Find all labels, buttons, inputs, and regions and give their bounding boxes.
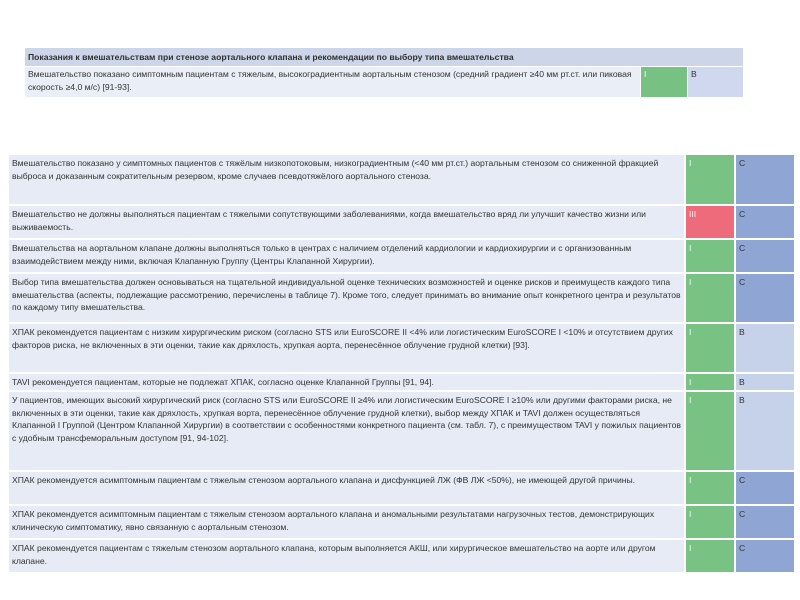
recommendation-class: III	[685, 205, 735, 239]
table-header-title: Показания к вмешательствам при стенозе аортального клапана и рекомендации по выбору типа вмешательства	[25, 48, 743, 67]
evidence-level: B	[735, 391, 794, 471]
table-row	[9, 239, 794, 273]
recommendation-text: ХПАК рекомендуется асимптомным пациентам с тяжелым стенозом аортального клапана и дисфункцией ЛЖ (ФВ ЛЖ <50%), не имеющей другой причины.	[9, 471, 685, 505]
evidence-level: B	[735, 323, 794, 373]
evidence-level: C	[735, 471, 794, 505]
recommendation-class: I	[685, 155, 735, 205]
evidence-level: C	[735, 239, 794, 273]
evidence-level: C	[735, 205, 794, 239]
recommendation-text: ХПАК рекомендуется асимптомным пациентам с тяжелым стенозом аортального клапана и аномальными результатами нагрузочных тестов, демонстрирующих клиническую симптоматику, явно связанную с аортальным стенозом.	[9, 505, 685, 539]
recommendation-text: TAVI рекомендуется пациентам, которые не подлежат ХПАК, согласно оценке Клапанной Группы [91, 94].	[9, 373, 685, 391]
table-row	[9, 373, 794, 391]
recommendation-class: I	[685, 239, 735, 273]
recommendations-table	[9, 155, 794, 574]
table-row	[9, 539, 794, 573]
evidence-level: B	[735, 373, 794, 391]
table-row	[9, 155, 794, 205]
recommendation-class: I	[685, 539, 735, 573]
recommendation-text: Вмешательство показано у симптомных пациентов с тяжёлым низкопотоковым, низкоградиентным (<40 мм рт.ст.) аортальным стенозом со сниженной фракцией выброса и доказанным сократительным резервом, кроме случаев псевдотяжёлого аортального стеноза.	[9, 155, 685, 205]
evidence-level: C	[735, 505, 794, 539]
table-row	[9, 273, 794, 323]
recommendations-table-header	[25, 48, 743, 97]
recommendation-class: I	[641, 67, 688, 98]
evidence-level: C	[735, 155, 794, 205]
recommendation-class: I	[685, 373, 735, 391]
table-header-row	[25, 48, 743, 67]
recommendation-class: I	[685, 471, 735, 505]
table-row	[9, 323, 794, 373]
recommendation-text: У пациентов, имеющих высокий хирургический риск (согласно STS или EuroSCORE II ≥4% или логистическим EuroSCORE I ≥10% или другими факторами риска, не включенных в эти оценки, такие как дряхлость, хрупкая ворта, перенесённое облучение грудной клетки), выбор между ХПАК и TAVI должен осуществляться Клапанной I Группой (Центром Клапанной Хирургии) в соответствии с особенностями конкретного пациента (см. табл. 7), с преимуществом TAVI у пожилых пациентов с удобным трансфеморальным доступом [91, 94-102].	[9, 391, 685, 471]
table-row	[9, 505, 794, 539]
recommendation-text: Вмешательство показано симптомным пациентам с тяжелым, высокоградиентным аортальным стенозом (средний градиент ≥40 мм рт.ст. или пиковая скорость ≥4,0 м/с) [91-93].	[25, 67, 641, 98]
evidence-level: C	[735, 539, 794, 573]
recommendation-class: I	[685, 323, 735, 373]
table-row	[9, 471, 794, 505]
table-row	[9, 205, 794, 239]
evidence-level: B	[688, 67, 744, 98]
table-row	[25, 67, 743, 98]
evidence-level: C	[735, 273, 794, 323]
table-row	[9, 391, 794, 471]
recommendation-text: Вмешательства на аортальном клапане должны выполняться только в центрах с наличием отделений кардиологии и кардиохирургии и с организованным взаимодействием между ними, включая Клапанную Группу (Центры Клапанной Хирургии).	[9, 239, 685, 273]
recommendation-class: I	[685, 505, 735, 539]
recommendation-text: Вмешательство не должны выполняться пациентам с тяжелыми сопутствующими заболеваниями, когда вмешательство вряд ли улучшит качество жизни или выживаемость.	[9, 205, 685, 239]
recommendation-text: ХПАК рекомендуется пациентам с тяжелым стенозом аортального клапана, которым выполняется АКШ, или хирургическое вмешательство на аорте или другом клапане.	[9, 539, 685, 573]
recommendation-text: Выбор типа вмешательства должен основываться на тщательной индивидуальной оценке технических возможностей и оценке рисков и преимуществ каждого типа вмешательства (аспекты, подлежащие рассмотрению, перечислены в таблице 7). Кроме того, следует принимать во внимание опыт конкретного центра и результатов по каждому типу вмешательства.	[9, 273, 685, 323]
recommendation-class: I	[685, 391, 735, 471]
recommendation-text: ХПАК рекомендуется пациентам с низким хирургическим риском (согласно STS или EuroSCORE II <4% или логистическим EuroSCORE I <10% и отсутствием других факторов риска, не включенных в эти оценки, такие как дряхлость, хрупкая аорта, перенесённое облучение грудной клетки) [93].	[9, 323, 685, 373]
recommendation-class: I	[685, 273, 735, 323]
